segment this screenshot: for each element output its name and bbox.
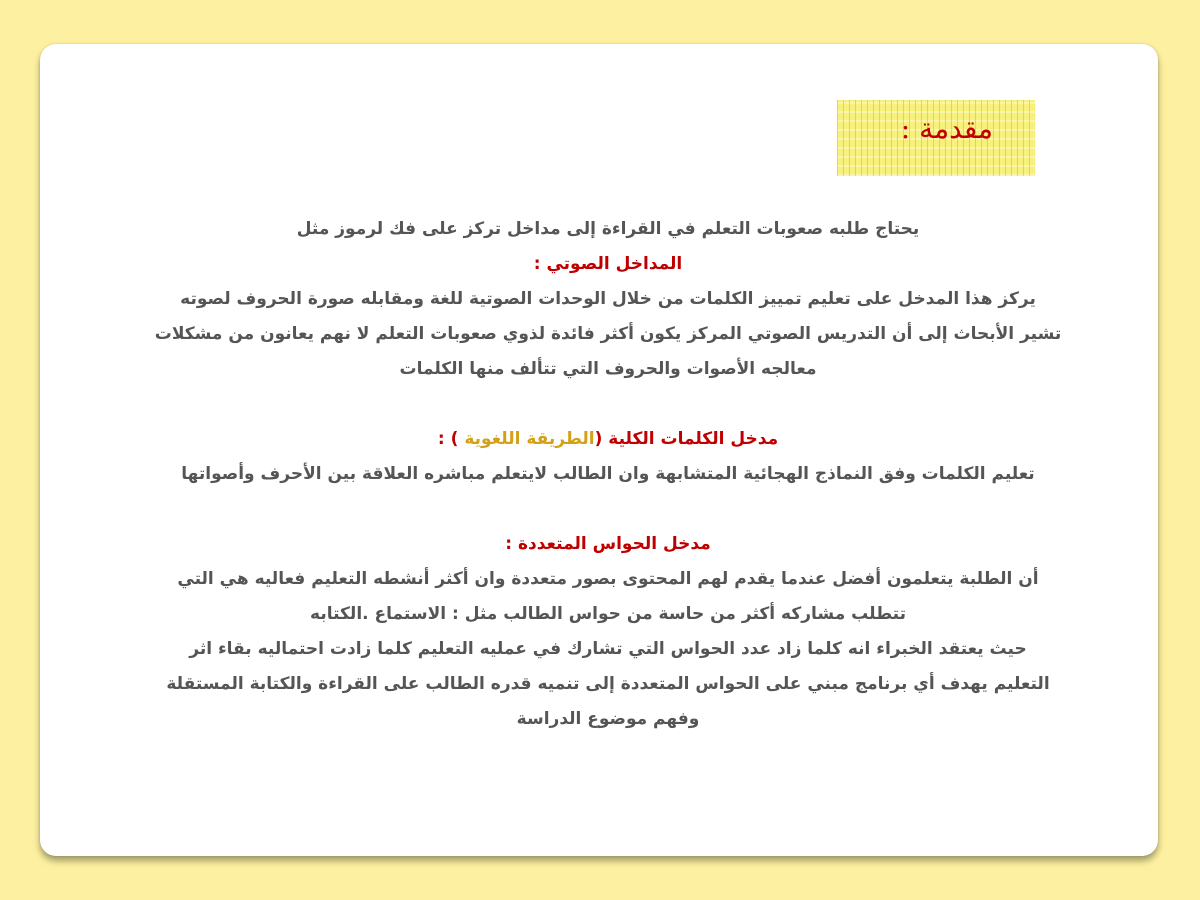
body-line: معالجه الأصوات والحروف التي تتألف منها الكلمات <box>399 359 817 379</box>
body-line: وفهم موضوع الدراسة <box>516 709 700 729</box>
body-line: حيث يعتقد الخبراء انه كلما زاد عدد الحواس التي تشارك في عمليه التعليم كلما زادت احتماليه بقاء اثر <box>189 639 1027 659</box>
heading-part: ) : <box>437 429 465 449</box>
spacer <box>128 492 1088 527</box>
body-line: يركز هذا المدخل على تعليم تمييز الكلمات من خلال الوحدات الصوتية للغة ومقابله صورة الحروف لصوته <box>180 289 1036 309</box>
spacer <box>128 387 1088 422</box>
section-heading-whole-words <box>128 422 1088 457</box>
section-heading-multisensory: مدخل الحواس المتعددة : <box>505 534 711 554</box>
body-line: تعليم الكلمات وفق النماذج الهجائية المتشابهة وان الطالب لايتعلم مباشره العلاقة بين الأحرف وأصواتها <box>181 464 1035 484</box>
slide-title: مقدمة : <box>900 112 993 145</box>
title-box <box>837 100 1035 176</box>
slide-body <box>128 212 1088 737</box>
body-line: تشير الأبحاث إلى أن التدريس الصوتي المركز يكون أكثر فائدة لذوي صعوبات التعلم لا نهم يعانون من مشكلات <box>154 324 1062 344</box>
section-heading-phonetic: المداخل الصوتي : <box>533 254 683 274</box>
body-line: تتطلب مشاركه أكثر من حاسة من حواس الطالب مثل : الاستماع .الكتابه <box>310 604 906 624</box>
heading-part: مدخل الكلمات الكلية ( <box>594 429 779 449</box>
heading-highlight: الطريقة اللغوية <box>464 429 595 449</box>
slide-card <box>40 44 1158 856</box>
intro-line: يحتاج طلبه صعوبات التعلم في القراءة إلى مداخل تركز على فك لرموز مثل <box>296 219 920 239</box>
body-line: أن الطلبة يتعلمون أفضل عندما يقدم لهم المحتوى بصور متعددة وان أكثر أنشطه التعليم فعاليه هي التي <box>177 569 1039 589</box>
body-line: التعليم يهدف أي برنامج مبني على الحواس المتعددة إلى تنميه قدره الطالب على القراءة والكتابة المستقلة <box>166 674 1050 694</box>
